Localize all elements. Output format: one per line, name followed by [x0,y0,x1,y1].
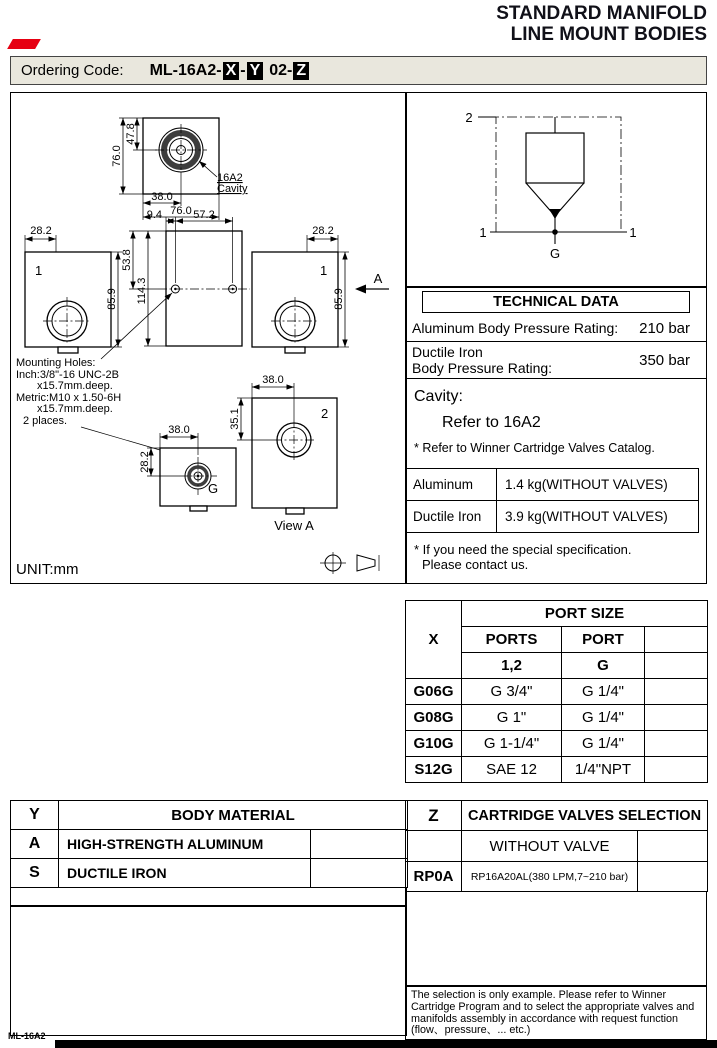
body-material-col-y: Y [11,801,59,830]
dim-viewa-width: 38.0 [262,374,284,386]
port-value-12: SAE 12 [462,757,562,783]
port-1-label-right: 1 [320,263,328,278]
dim-front-left-offset: 28.2 [30,225,52,237]
table-row [11,859,408,888]
brand-logo-mark [7,39,41,49]
body-material-title: BODY MATERIAL [59,801,408,830]
hydraulic-schematic [406,93,704,286]
schematic-port-1-right: 1 [629,225,637,240]
body-material-table [10,800,408,888]
cavity-value: Refer to 16A2 [442,414,541,431]
weight-value-ductile: 3.9 kg(WITHOUT VALVES) [497,501,699,533]
view-a-view [229,374,337,533]
mounting-note-line4: Metric:M10 x 1.50-6H [16,392,122,404]
port-code: G10G [406,731,462,757]
dim-front-right-height: 85.9 [333,288,345,310]
cartridge-empty-cell [638,862,708,892]
ductile-iron-pressure-label-line1: Ductile Iron [412,344,483,360]
port-value-12: G 1" [462,705,562,731]
technical-data-panel [405,287,707,584]
dim-front-right-offset: 28.2 [312,225,334,237]
port-value-g: G 1/4" [562,731,645,757]
table-row [406,862,708,892]
g-port-view [139,424,236,511]
table-row [406,831,708,862]
mounting-note-line5: x15.7mm.deep. [37,403,113,415]
port-code: G06G [406,679,462,705]
aluminum-pressure-value: 210 bar [639,319,690,337]
selection-note: The selection is only example. Please refer to Winner Cartridge Program and to select the appropriate valves and manifolds assembly in accordance with request function (flow、pressure、... etc.) [405,986,707,1040]
dim-top-height: 76.0 [111,145,123,167]
schematic-port-1-left: 1 [479,225,487,240]
ductile-iron-pressure-row [406,342,706,379]
port-value-g: 1/4"NPT [562,757,645,783]
dim-mid-height: 114.3 [136,277,148,305]
weight-material-ductile: Ductile Iron [407,501,497,533]
cartridge-label: RP16A20AL(380 LPM,7~210 bar) [462,862,638,892]
cartridge-label: WITHOUT VALVE [462,831,638,862]
port-value-12: G 3/4" [462,679,562,705]
dim-top-center: 47.8 [125,123,137,145]
port-value-g: G 1/4" [562,705,645,731]
table-row [406,601,708,627]
ordering-code-dash: - [240,61,246,79]
port-code: S12G [406,757,462,783]
ordering-code-value [150,62,311,80]
cartridge-col-z: Z [406,801,462,831]
body-material-code: A [11,830,59,859]
view-a-arrow-label: A [373,271,383,286]
port-size-table [405,600,708,783]
table-row [407,469,699,501]
body-material-empty-row [10,887,407,906]
cavity-label-line2: Cavity [217,183,248,195]
schematic-panel [405,92,707,287]
schematic-port-g: G [549,246,561,261]
ductile-iron-pressure-label [406,344,552,376]
body-material-label: DUCTILE IRON [59,859,311,888]
body-material-empty-cell [311,830,408,859]
table-row [406,731,708,757]
port-2-label: 2 [321,406,329,421]
dim-gview-height: 28.2 [139,451,151,473]
page-title-line1: STANDARD MANIFOLD [496,3,707,24]
cartridge-code [406,831,462,862]
port-value-g: G 1/4" [562,679,645,705]
special-spec-note-line2: Please contact us. [422,557,529,572]
ordering-code-bar [10,56,707,85]
port-size-empty-cell [645,679,708,705]
technical-data-heading: TECHNICAL DATA [422,291,690,313]
port-size-title: PORT SIZE [462,601,708,627]
ordering-code-z: Z [293,62,309,80]
dim-viewa-height: 35.1 [229,408,241,430]
port-code: G08G [406,705,462,731]
cartridge-empty-cell [638,831,708,862]
port-size-col-x: X [406,601,462,679]
page-title [496,3,707,45]
port-size-empty-cell [645,627,708,653]
ordering-code-prefix: ML-16A2- [149,61,222,79]
ordering-code-middle: 02- [269,61,293,79]
cartridge-valves-table [405,800,708,892]
port-size-empty-cell [645,757,708,783]
dimensional-drawing-panel [10,92,407,584]
footer-bar [55,1040,717,1048]
port-size-col-ports: PORTS [462,627,562,653]
view-a-arrow-icon [355,285,366,294]
mounting-note-line1: Mounting Holes: [16,357,96,369]
special-spec-note [414,542,632,572]
body-material-code: S [11,859,59,888]
dim-hole-spacing: 57.2 [193,209,215,221]
ductile-iron-pressure-value: 350 bar [639,351,690,369]
port-size-col-port: PORT [562,627,645,653]
special-spec-note-line1: * If you need the special specification. [414,542,632,557]
dim-top-width: 76.0 [170,205,192,217]
table-row [406,801,708,831]
table-row [11,801,408,830]
weight-material-aluminum: Aluminum [407,469,497,501]
table-row [11,830,408,859]
cavity-footnote: * Refer to Winner Cartridge Valves Catalog. [414,441,655,455]
ordering-code-x: X [223,62,240,80]
aluminum-pressure-row [406,315,706,342]
mounting-note-line6: 2 places. [23,415,68,427]
dim-hole-height: 53.8 [121,249,133,271]
dim-front-left-height: 85.9 [106,288,118,310]
table-row [406,679,708,705]
table-row [407,501,699,533]
unit-label: UNIT:mm [16,561,79,578]
dim-top-width-half: 38.0 [151,191,173,203]
page-title-line2: LINE MOUNT BODIES [510,24,707,45]
third-angle-projection-icon [320,552,379,574]
weight-value-aluminum: 1.4 kg(WITHOUT VALVES) [497,469,699,501]
port-size-empty-cell [645,653,708,679]
ordering-code-y: Y [247,62,264,80]
top-view [111,118,248,220]
body-material-label: HIGH-STRENGTH ALUMINUM [59,830,311,859]
cartridge-code: RP0A [406,862,462,892]
table-row [406,705,708,731]
cavity-label-line1: 16A2 [217,172,243,184]
port-g-label: G [208,481,219,496]
table-row [406,757,708,783]
mounting-note-line2: Inch:3/8"-16 UNC-2B [16,369,119,381]
empty-box-right [405,891,707,986]
dim-hole-offset: 9.4 [146,209,162,221]
dim-gview-width: 38.0 [168,424,190,436]
schematic-port-2: 2 [465,110,473,125]
weight-table [406,468,699,533]
cartridge-title: CARTRIDGE VALVES SELECTION [462,801,708,831]
front-view [25,209,389,353]
mounting-note-line3: x15.7mm.deep. [37,380,113,392]
footer-code: ML-16A2 [8,1031,46,1041]
port-size-empty-cell [645,705,708,731]
cartridge-valve-symbol [526,133,584,183]
port-size-sub-g: G [562,653,645,679]
aluminum-pressure-label: Aluminum Body Pressure Rating: [412,320,619,336]
view-a-caption: View A [274,518,314,533]
cavity-label: Cavity: [414,388,463,405]
port-value-12: G 1-1/4" [462,731,562,757]
port-size-sub-12: 1,2 [462,653,562,679]
ductile-iron-pressure-label-line2: Body Pressure Rating: [412,360,553,376]
ordering-code-label: Ordering Code: [21,62,124,79]
port-size-empty-cell [645,731,708,757]
port-1-label-left: 1 [35,263,43,278]
body-material-empty-cell [311,859,408,888]
manifold-drawing [11,93,406,583]
empty-box-left [10,906,407,1036]
